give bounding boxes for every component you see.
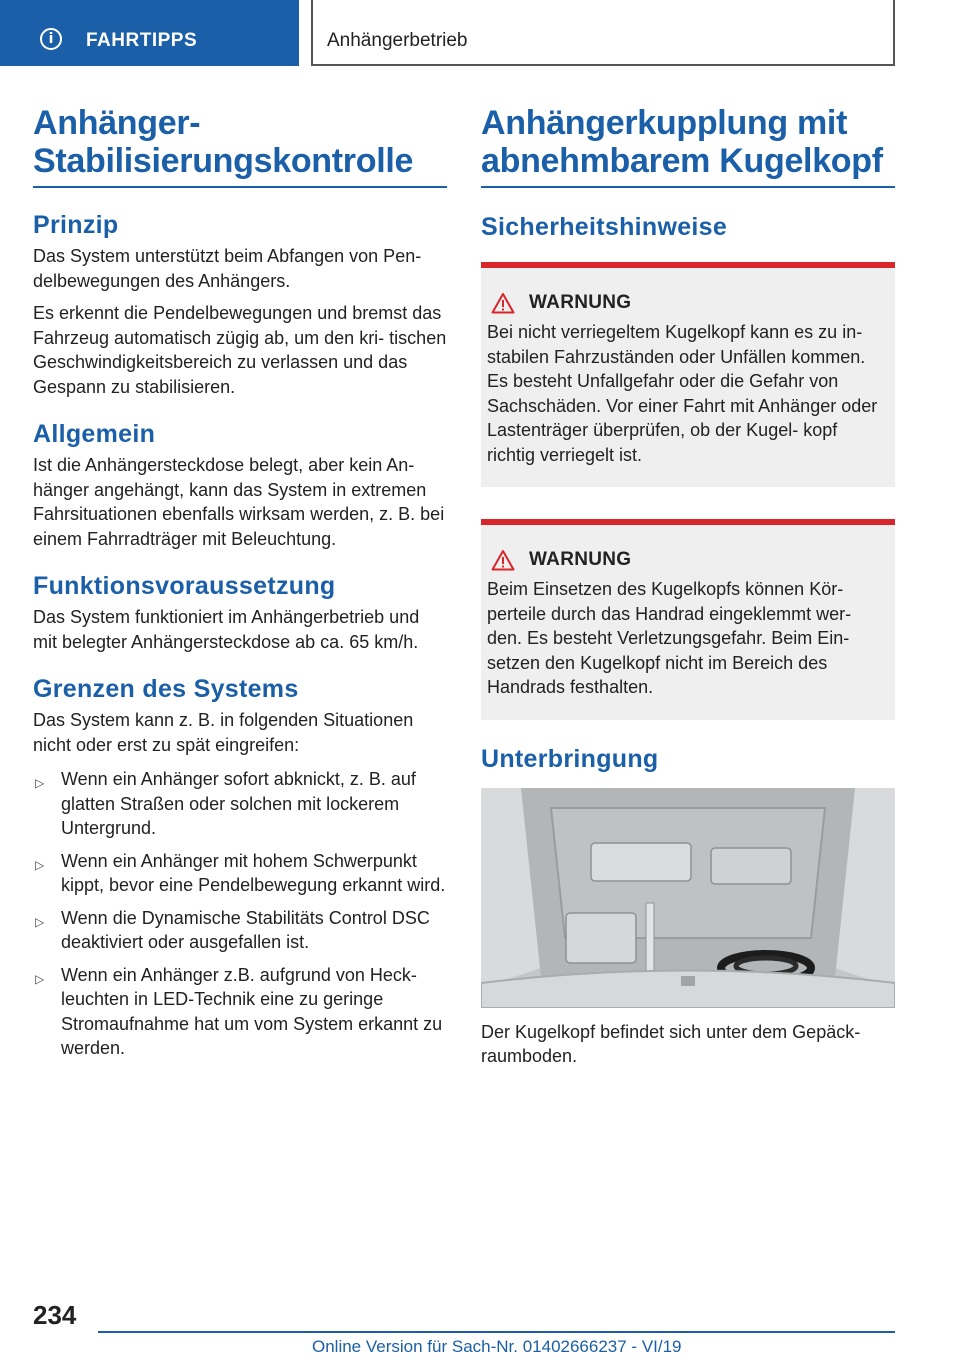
warning-box-2 bbox=[481, 519, 895, 720]
section-label: Anhängerbetrieb bbox=[327, 30, 468, 51]
footer-divider bbox=[98, 1331, 895, 1333]
trunk-compartment-image bbox=[481, 788, 895, 1008]
list-item: ▷ Wenn die Dynamische Stabilitäts Control DSC deaktiviert oder ausgefallen ist. bbox=[35, 907, 430, 952]
warning-box-1 bbox=[481, 262, 895, 487]
grenzen-p1: Das System kann z. B. in folgenden Situationen nicht oder erst zu spät eingreifen: bbox=[33, 710, 414, 755]
chapter-label: FAHRTIPPS bbox=[86, 30, 198, 51]
triangle-bullet-icon: ▷ bbox=[35, 971, 45, 986]
grenzen-list bbox=[33, 767, 447, 1061]
photo-caption: Der Kugelkopf befindet sich unter dem Gepäck- raumboden. bbox=[481, 1021, 861, 1066]
info-icon: i bbox=[40, 28, 62, 50]
prinzip-p1: Das System unterstützt beim Abfangen von Pen- delbewegungen des Anhängers. bbox=[33, 246, 422, 291]
triangle-bullet-icon: ▷ bbox=[35, 914, 45, 929]
list-item: ▷ Wenn ein Anhänger mit hohem Schwerpunkt kippt, bevor eine Pendelbewegung erkannt wird. bbox=[35, 850, 446, 895]
triangle-bullet-icon: ▷ bbox=[35, 857, 45, 872]
left-column bbox=[33, 104, 447, 1069]
heading-allgemein: Allgemein bbox=[33, 420, 156, 448]
heading-sicherheitshinweise: Sicherheitshinweise bbox=[481, 213, 728, 241]
heading-unterbringung: Unterbringung bbox=[481, 744, 659, 773]
section-header bbox=[311, 0, 895, 66]
footer-version-text: Online Version für Sach-Nr. 01402666237 - VI/19 bbox=[312, 1337, 682, 1356]
trunk-photo bbox=[481, 788, 895, 1008]
warning-text-1: Bei nicht verriegeltem Kugelkopf kann es zu in- stabilen Fahrzuständen oder Unfällen kommen. Es besteht Unfallgefahr oder die Gefahr von Sachschäden. Vor einer Fahrt mit Anhänger oder Lastenträger überprüfen, ob der Kugel- kopf richtig verriegelt ist. bbox=[487, 322, 878, 465]
prinzip-p2: Es erkennt die Pendelbewegungen und bremst das Fahrzeug automatisch zügig ab, um den kri- tischen Geschwindigkeitsbereich zu verlassen und das Gespann zu stabilisieren. bbox=[33, 303, 447, 397]
heading-grenzen: Grenzen des Systems bbox=[33, 675, 299, 703]
section-title-stabilisierung: Anhänger- Stabilisierungskontrolle bbox=[33, 104, 447, 188]
page-header bbox=[0, 0, 960, 66]
warning-label: WARNUNG bbox=[529, 292, 632, 313]
warning-triangle-icon bbox=[491, 292, 515, 314]
warning-label: WARNUNG bbox=[529, 549, 632, 570]
heading-prinzip: Prinzip bbox=[33, 211, 119, 239]
heading-funktionsvoraussetzung: Funktionsvoraussetzung bbox=[33, 572, 336, 600]
list-item: ▷ Wenn ein Anhänger sofort abknickt, z. B. auf glatten Straßen oder solchen mit lockerem Untergrund. bbox=[35, 769, 416, 838]
allgemein-p1: Ist die Anhängersteckdose belegt, aber kein An- hänger angehängt, kann das System in extremen Fahrsituationen ebenfalls wirksam werden, z. B. bei einem Fahrradträger mit Beleuchtung. bbox=[33, 455, 445, 549]
section-title-anhaengerkupplung: Anhängerkupplung mit abnehmbarem Kugelkopf bbox=[481, 104, 895, 188]
chapter-tab bbox=[0, 0, 299, 66]
funktion-p1: Das System funktioniert im Anhängerbetrieb und mit belegter Anhängersteckdose ab ca. 65 km/h. bbox=[33, 607, 420, 652]
warning-triangle-icon bbox=[491, 549, 515, 571]
page-number: 234 bbox=[33, 1300, 77, 1330]
right-column bbox=[481, 104, 895, 1069]
list-item: ▷ Wenn ein Anhänger z.B. aufgrund von Heck- leuchten in LED-Technik eine zu geringe Stromaufnahme hat um vom System erkannt zu werden. bbox=[35, 964, 443, 1058]
triangle-bullet-icon: ▷ bbox=[35, 776, 45, 790]
warning-text-2: Beim Einsetzen des Kugelkopfs können Kör- perteile durch das Handrad eingeklemmt wer- den. Es besteht Verletzungsgefahr. Beim Ein- setzen den Kugelkopf nicht im Bereich des Handrads festhalten. bbox=[487, 579, 852, 697]
